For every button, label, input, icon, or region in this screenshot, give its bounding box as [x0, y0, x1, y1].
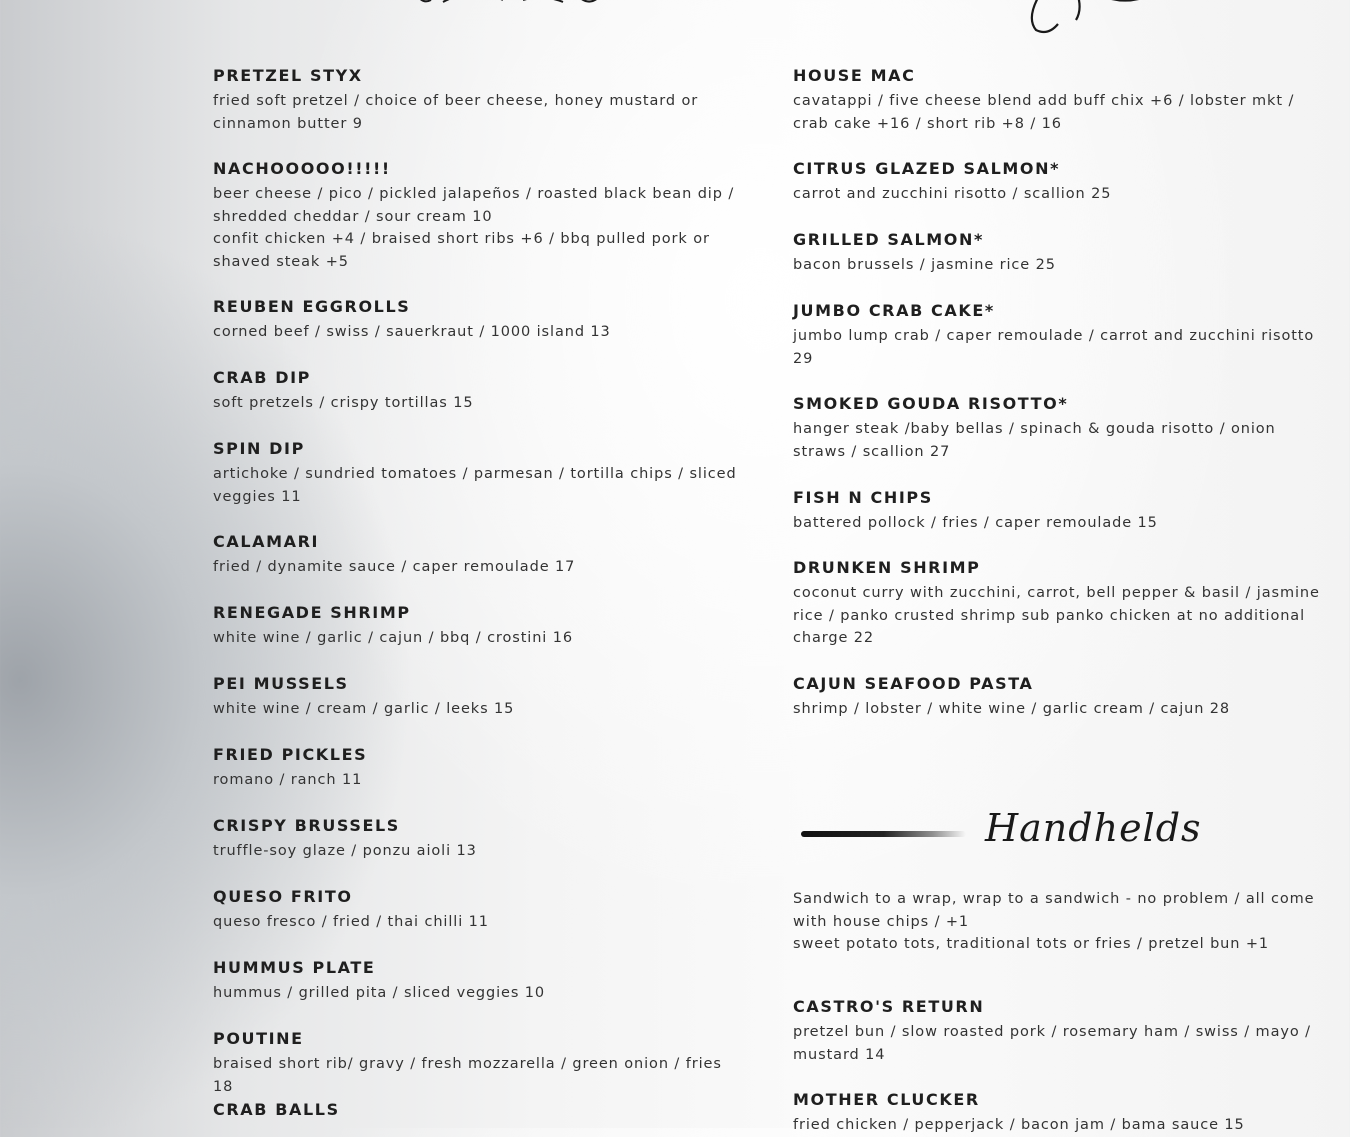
item-addons: confit chicken +4 / braised short ribs +6 / bbq pulled pork or shaved steak +5 [213, 231, 710, 270]
item-name: POUTINE [213, 1029, 304, 1048]
item-name: CASTRO'S RETURN [793, 997, 985, 1016]
item-description: braised short rib/ gravy / fresh mozzarella / green onion / fries 18 [213, 1056, 722, 1095]
item-name: CRAB BALLS [213, 1100, 340, 1119]
menu-item [793, 301, 1323, 370]
menu-item [793, 394, 1323, 463]
menu-item [213, 159, 743, 273]
item-name: QUESO FRITO [213, 887, 353, 906]
item-description: fried soft pretzel / choice of beer cheese, honey mustard or cinnamon butter 9 [213, 93, 699, 132]
menu-item [213, 532, 743, 579]
menu-item [213, 958, 743, 1005]
brush-stroke-divider [801, 831, 966, 837]
menu-item [793, 558, 1323, 650]
menu-item [213, 816, 743, 863]
item-name: RENEGADE SHRIMP [213, 603, 411, 622]
item-name: PRETZEL STYX [213, 66, 363, 85]
item-name: SMOKED GOUDA RISOTTO* [793, 394, 1069, 413]
menu-item [793, 997, 1323, 1066]
item-description: jumbo lump crab / caper remoulade / carrot and zucchini risotto 29 [793, 328, 1315, 367]
item-description: corned beef / swiss / sauerkraut / 1000 island 13 [213, 324, 611, 340]
item-description: beer cheese / pico / pickled jalapeños / roasted black bean dip / shredded cheddar / sour cream 10 [213, 186, 735, 225]
item-description: bacon brussels / jasmine rice 25 [793, 257, 1056, 273]
item-description: carrot and zucchini risotto / scallion 25 [793, 186, 1112, 202]
item-description: truffle-soy glaze / ponzu aioli 13 [213, 843, 477, 859]
menu-item [213, 745, 743, 792]
menu-item [793, 674, 1323, 721]
starters-heading-fragment [413, 0, 613, 6]
menu-item [213, 1029, 743, 1098]
item-description: hanger steak /baby bellas / spinach & gouda risotto / onion straws / scallion 27 [793, 421, 1276, 460]
item-description: white wine / cream / garlic / leeks 15 [213, 701, 515, 717]
item-name: REUBEN EGGROLLS [213, 297, 411, 316]
handhelds-intro [793, 888, 1323, 956]
item-name: CRISPY BRUSSELS [213, 816, 400, 835]
item-name: SPIN DIP [213, 439, 305, 458]
item-name: NACHOOOOO!!!!! [213, 159, 391, 178]
item-name: CRAB DIP [213, 368, 311, 387]
menu-item [793, 488, 1323, 535]
handhelds-heading: Handhelds [985, 806, 1202, 850]
item-name: CITRUS GLAZED SALMON* [793, 159, 1061, 178]
item-description: cavatappi / five cheese blend add buff chix +6 / lobster mkt / crab cake +16 / short rib +8 / 16 [793, 93, 1295, 132]
item-name: FRIED PICKLES [213, 745, 368, 764]
item-description: queso fresco / fried / thai chilli 11 [213, 914, 489, 930]
menu-item [793, 159, 1323, 206]
entrees-heading-fragment [1018, 0, 1178, 40]
item-name: CAJUN SEAFOOD PASTA [793, 674, 1034, 693]
item-description: artichoke / sundried tomatoes / parmesan / tortilla chips / sliced veggies 11 [213, 466, 737, 505]
item-name: MOTHER CLUCKER [793, 1090, 980, 1109]
menu-item [793, 1090, 1323, 1137]
item-description: shrimp / lobster / white wine / garlic cream / cajun 28 [793, 701, 1231, 717]
item-description: pretzel bun / slow roasted pork / rosemary ham / swiss / mayo / mustard 14 [793, 1024, 1311, 1063]
item-name: FISH N CHIPS [793, 488, 933, 507]
handhelds-intro-line: sweet potato tots, traditional tots or fries / pretzel bun +1 [793, 936, 1270, 952]
item-description: battered pollock / fries / caper remoulade 15 [793, 515, 1158, 531]
menu-item [213, 297, 743, 344]
handhelds-intro-line: Sandwich to a wrap, wrap to a sandwich - no problem / all come with house chips / +1 [793, 891, 1315, 930]
item-name: GRILLED SALMON* [793, 230, 984, 249]
item-description: fried / dynamite sauce / caper remoulade 17 [213, 559, 576, 575]
item-description: fried chicken / pepperjack / bacon jam / bama sauce 15 [793, 1117, 1245, 1133]
menu-item [213, 66, 743, 135]
item-description: white wine / garlic / cajun / bbq / crostini 16 [213, 630, 573, 646]
item-name: HUMMUS PLATE [213, 958, 376, 977]
menu-item [793, 230, 1323, 277]
menu-item [213, 887, 743, 934]
item-name: DRUNKEN SHRIMP [793, 558, 981, 577]
menu-item [213, 368, 743, 415]
menu-item [213, 439, 743, 508]
item-description: hummus / grilled pita / sliced veggies 10 [213, 985, 546, 1001]
menu-item [213, 603, 743, 650]
menu-item [213, 1100, 743, 1124]
item-description: coconut curry with zucchini, carrot, bell pepper & basil / jasmine rice / panko crusted shrimp sub panko chicken at no additional charge 22 [793, 585, 1320, 646]
item-description: soft pretzels / crispy tortillas 15 [213, 395, 474, 411]
menu-item [793, 66, 1323, 135]
item-name: HOUSE MAC [793, 66, 916, 85]
item-description: romano / ranch 11 [213, 772, 363, 788]
item-name: PEI MUSSELS [213, 674, 349, 693]
script-heading-swash [413, 0, 613, 6]
item-name: JUMBO CRAB CAKE* [793, 301, 995, 320]
script-heading-swash [1018, 0, 1178, 40]
menu-item [213, 674, 743, 721]
item-name: CALAMARI [213, 532, 320, 551]
